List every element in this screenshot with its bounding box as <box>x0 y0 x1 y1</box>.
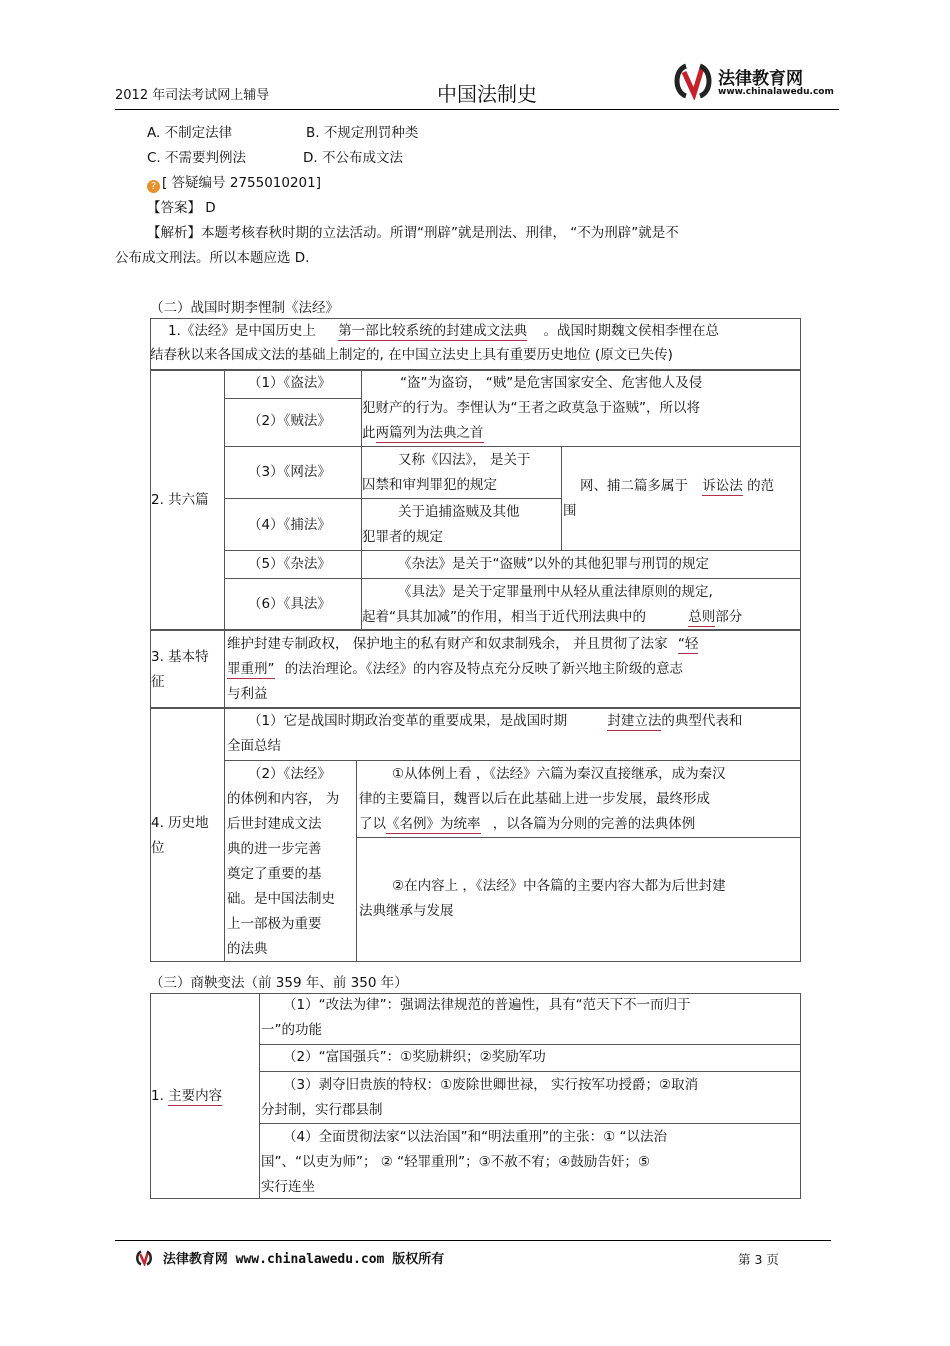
divider <box>224 708 225 962</box>
chapter-label: （2）《贼法》 <box>248 413 331 429</box>
divider <box>224 630 225 708</box>
cell-text: 法典继承与发展 <box>359 903 454 919</box>
cell-text-part: 的法治理论。《法经》的内容及特点充分反映了新兴地主阶级的意志 <box>284 661 684 677</box>
cell-text: 上一部极为重要 <box>227 916 322 932</box>
cell-text: （2）《法经》 <box>248 766 331 782</box>
cell-text: 《具法》是关于定罪量刑中从轻从重法律原则的规定, <box>398 584 713 600</box>
cell-text: （2）“富国强兵”：①奖励耕织；②奖励军功 <box>283 1049 546 1065</box>
row-header: 4. 历史地 <box>151 815 209 831</box>
cell-text-part: 起着“具其加减”的作用，相当于近代刑法典中的 <box>362 609 646 625</box>
cell-text-part: 了以 <box>359 816 386 832</box>
cell-text-part: 部分 <box>715 609 743 625</box>
question-icon: ? <box>147 180 160 193</box>
cell-text <box>362 605 742 630</box>
footer-logo-icon <box>133 1250 155 1266</box>
underlined-term: 两篇列为法典之首 <box>375 425 484 441</box>
option-a: A. 不制定法律 <box>147 125 233 141</box>
site-logo <box>672 62 837 102</box>
row-text: 结春秋以来各国成文法的基础上制定的, 在中国立法史上具有重要历史地位 (原文已失传) <box>150 347 673 363</box>
cell-text-part: 的典型代表和 <box>661 713 743 729</box>
option-c: C. 不需要判例法 <box>147 150 247 166</box>
cell-text <box>227 632 698 657</box>
row-text-part: 。战国时期魏文侯相李悝在总 <box>543 323 719 339</box>
underlined-term: 封建立法 <box>607 713 662 729</box>
cell-text: （3）剥夺旧贵族的特权：①废除世卿世禄， 实行按军功授爵；②取消 <box>283 1077 699 1093</box>
divider <box>224 370 225 630</box>
chapter-label: （6）《具法》 <box>248 596 331 612</box>
divider <box>259 993 260 1199</box>
divider <box>224 550 801 551</box>
cell-text: 实行连坐 <box>261 1179 315 1195</box>
qa-line <box>147 171 321 193</box>
logo-name: 法律教育网 <box>718 69 803 89</box>
cell-text <box>248 709 742 734</box>
chapter-label: （4）《捕法》 <box>248 517 331 533</box>
header-course: 2012 年司法考试网上辅导 <box>115 88 270 103</box>
cell-text: （4）全面贯彻法家“以法治国”和“明法重刑”的主张：① “以法治 <box>283 1129 667 1145</box>
divider <box>224 446 801 447</box>
cell-text-part: 的范 <box>747 478 775 494</box>
row-header: 征 <box>151 674 165 690</box>
cell-text-part: 此 <box>362 425 376 441</box>
cell-text: 分封制，实行郡县制 <box>261 1102 383 1118</box>
divider <box>224 398 361 399</box>
chapter-label: （5）《杂法》 <box>248 556 331 572</box>
option-d: D. 不公布成文法 <box>303 150 403 166</box>
cell-text: 础。是中国法制史 <box>227 891 335 907</box>
cell-text-part: （1）它是战国时期政治变革的重要成果，是战国时期 <box>248 713 568 729</box>
divider <box>561 446 562 550</box>
chapter-label: （1）《盗法》 <box>248 375 331 391</box>
section-heading: （三）商鞅变法（前 359 年、前 350 年） <box>150 975 408 991</box>
cell-text: 犯财产的行为。李悝认为“王者之政莫急于盗贼”，所以将 <box>362 400 700 416</box>
cell-text: 全面总结 <box>227 738 281 754</box>
cell-text: 囚禁和审判罪犯的规定 <box>362 477 497 493</box>
footer-copyright: 法律教育网 www.chinalawedu.com 版权所有 <box>162 1252 445 1267</box>
cell-text-part: 维护封建专制政权， 保护地主的私有财产和奴隶制残余， 并且贯彻了法家 <box>227 636 668 652</box>
divider <box>356 837 801 838</box>
underlined-term: 《名例》为统率 <box>386 816 481 832</box>
row-header: 2. 共六篇 <box>151 492 209 508</box>
logo-icon <box>672 62 714 100</box>
cell-text: 又称《囚法》， 是关于 <box>398 452 531 468</box>
cell-text: 与利益 <box>227 686 268 702</box>
row-header: 3. 基本特 <box>151 649 209 665</box>
underlined-term: 主要内容 <box>168 1088 223 1104</box>
underlined-term: 诉讼法 <box>702 478 743 494</box>
cell-text-part: 网、捕二篇多属于 <box>580 478 688 494</box>
underlined-term: 第一部比较系统的封建成文法典 <box>338 323 528 339</box>
cell-text-part: ，以各篇为分则的完善的法典体例 <box>492 816 696 832</box>
logo-url: www.chinalawedu.com <box>718 87 834 97</box>
cell-text: ①从体例上看 ，《法经》六篇为秦汉直接继承，成为秦汉 <box>392 766 726 782</box>
cell-text <box>362 421 484 446</box>
cell-text: “盗”为盗窃， “贼”是危害国家安全、危害他人及侵 <box>400 375 703 391</box>
cell-text: 律的主要篇目，魏晋以后在此基础上进一步发展，最终形成 <box>359 791 710 807</box>
cell-text: 一”的功能 <box>261 1022 322 1038</box>
page-number: 第 3 页 <box>738 1252 779 1267</box>
cell-text: 的体例和内容， 为 <box>227 791 340 807</box>
row-header <box>151 1084 222 1109</box>
footer-logo <box>133 1248 444 1267</box>
divider <box>259 1123 801 1124</box>
chapter-label: （3）《网法》 <box>248 464 331 480</box>
analysis-line-2: 公布成文刑法。所以本题应选 D. <box>115 250 310 266</box>
header-rule <box>115 109 839 110</box>
cell-text <box>580 474 774 499</box>
footer-rule <box>115 1240 831 1241</box>
cell-text: 围 <box>563 503 577 519</box>
cell-text <box>227 657 683 682</box>
qa-id: [ 答疑编号 2755010201] <box>162 175 322 191</box>
row-text-part: 1.《法经》是中国历史上 <box>168 323 316 339</box>
divider <box>224 760 801 761</box>
cell-text: 国”、“以吏为师”； ② “轻罪重刑”；③不赦不宥；④鼓励告奸；⑤ <box>261 1154 650 1170</box>
cell-text: 犯罪者的规定 <box>362 529 443 545</box>
option-b: B. 不规定刑罚种类 <box>306 125 419 141</box>
cell-text: ②在内容上 ，《法经》中各篇的主要内容大都为后世封建 <box>392 878 726 894</box>
analysis-line-1: 【解析】本题考核春秋时期的立法活动。所谓“刑辟”就是刑法、刑律， “不为刑辟”就是不 <box>147 225 679 241</box>
row-text <box>168 319 719 344</box>
row-header: 位 <box>151 840 165 856</box>
cell-text: 典的进一步完善 <box>227 841 322 857</box>
divider <box>259 1071 801 1072</box>
divider <box>356 760 357 962</box>
underlined-term: 总则 <box>688 609 716 625</box>
cell-text: 奠定了重要的基 <box>227 866 322 882</box>
cell-text: 后世封建成文法 <box>227 816 322 832</box>
cell-text: （1）“改法为律”：强调法律规范的普遍性，具有“范天下不一而归于 <box>283 997 691 1013</box>
divider <box>224 578 801 579</box>
cell-text: 关于追捕盗贼及其他 <box>398 504 520 520</box>
underlined-term: 罪重刑” <box>227 661 275 677</box>
cell-text: 的法典 <box>227 941 268 957</box>
cell-text <box>359 812 695 837</box>
answer: 【答案】 D <box>147 200 216 216</box>
underlined-term: “轻 <box>677 636 699 652</box>
divider <box>224 498 561 499</box>
page-title: 中国法制史 <box>437 82 537 106</box>
section-heading: （二）战国时期李悝制《法经》 <box>150 300 339 316</box>
row-header-part: 1. <box>151 1088 164 1104</box>
cell-text: 《杂法》是关于“盗贼”以外的其他犯罪与刑罚的规定 <box>398 556 709 572</box>
